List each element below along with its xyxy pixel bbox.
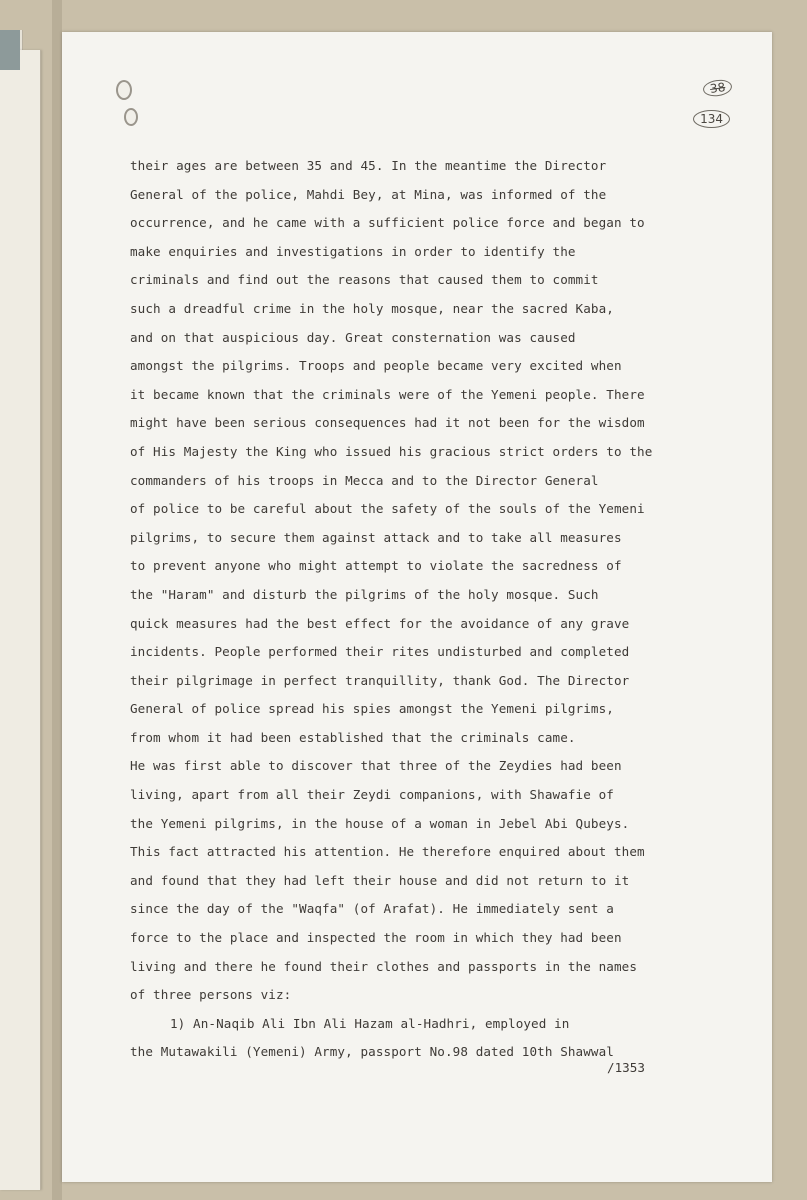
text-line: pilgrims, to secure them against attack and to take all measures: [130, 529, 622, 545]
binding-tab: [0, 30, 20, 70]
text-line: of His Majesty the King who issued his gracious strict orders to the: [130, 443, 653, 459]
document-page: [62, 32, 772, 1182]
struck-folio-number: 38: [702, 78, 733, 98]
text-line: their pilgrimage in perfect tranquillity, thank God. The Director: [130, 672, 630, 688]
text-line: General of the police, Mahdi Bey, at Mina, was informed of the: [130, 186, 607, 202]
punch-hole: [116, 80, 132, 100]
text-line-numbered-item: 1) An-Naqib Ali Ibn Ali Hazam al-Hadhri, employed in: [170, 1015, 570, 1031]
text-line: from whom it had been established that the criminals came.: [130, 729, 576, 745]
typed-text-body: [130, 152, 720, 1067]
text-line: the "Haram" and disturb the pilgrims of the holy mosque. Such: [130, 586, 599, 602]
text-line: since the day of the "Waqfa" (of Arafat). He immediately sent a: [130, 901, 614, 917]
page-gap: [52, 0, 62, 1200]
text-line: of three persons viz:: [130, 987, 292, 1003]
text-line: to prevent anyone who might attempt to violate the sacredness of: [130, 558, 622, 574]
text-line: such a dreadful crime in the holy mosque, near the sacred Kaba,: [130, 300, 614, 316]
text-line: the Mutawakili (Yemeni) Army, passport No.98 dated 10th Shawwal: [130, 1044, 614, 1060]
text-line: it became known that the criminals were of the Yemeni people. There: [130, 386, 645, 402]
text-line: occurrence, and he came with a sufficient police force and began to: [130, 215, 645, 231]
text-line: criminals and find out the reasons that caused them to commit: [130, 272, 599, 288]
text-line: living, apart from all their Zeydi companions, with Shawafie of: [130, 787, 614, 803]
folio-number: 134: [693, 110, 730, 128]
underlying-sheet: [0, 50, 41, 1190]
text-line: their ages are between 35 and 45. In the meantime the Director: [130, 158, 607, 173]
text-line: the Yemeni pilgrims, in the house of a woman in Jebel Abi Qubeys.: [130, 815, 630, 831]
text-line: He was first able to discover that three of the Zeydies had been: [130, 758, 622, 774]
text-line: incidents. People performed their rites undisturbed and completed: [130, 644, 630, 660]
text-line: and on that auspicious day. Great consternation was caused: [130, 329, 576, 345]
paper-stack-edge: [0, 30, 52, 1190]
text-line: and found that they had left their house and did not return to it: [130, 872, 630, 888]
text-line: make enquiries and investigations in order to identify the: [130, 243, 576, 259]
text-line: quick measures had the best effect for the avoidance of any grave: [130, 615, 630, 631]
text-line: commanders of his troops in Mecca and to the Director General: [130, 472, 599, 488]
text-line: of police to be careful about the safety of the souls of the Yemeni: [130, 501, 645, 517]
punch-hole: [124, 108, 138, 126]
catchword: /1353: [607, 1060, 645, 1075]
text-line: living and there he found their clothes and passports in the names: [130, 958, 638, 974]
text-line: amongst the pilgrims. Troops and people became very excited when: [130, 358, 622, 374]
text-line: force to the place and inspected the room in which they had been: [130, 930, 622, 946]
text-line: might have been serious consequences had it not been for the wisdom: [130, 415, 645, 431]
text-line: This fact attracted his attention. He therefore enquired about them: [130, 844, 645, 860]
text-line: General of police spread his spies amongst the Yemeni pilgrims,: [130, 701, 614, 717]
